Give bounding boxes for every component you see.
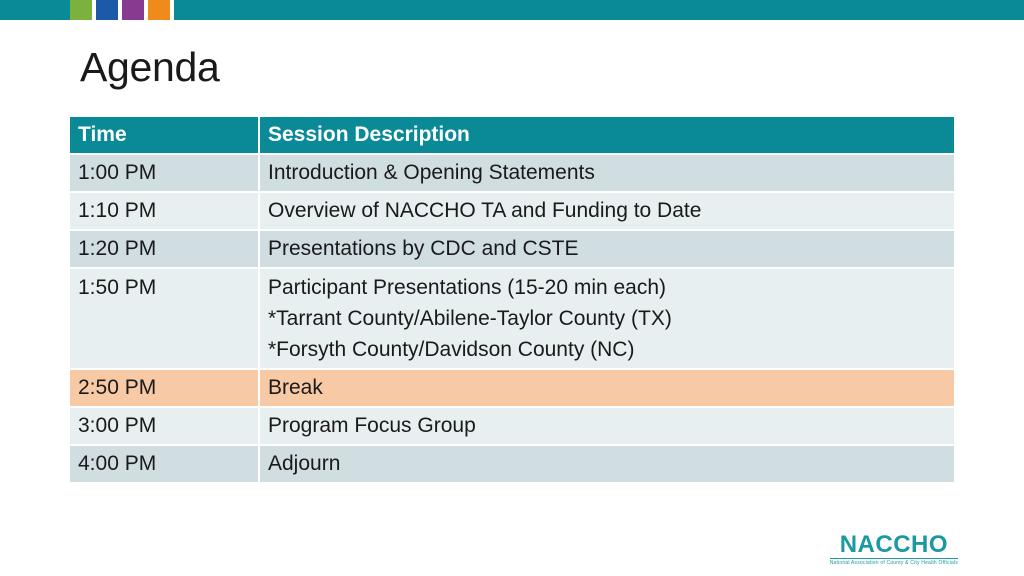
swatch-green [70,0,92,20]
row-time: 1:10 PM [70,192,259,230]
row-description [259,192,954,230]
description-line: *Tarrant County/Abilene-Taylor County (TX) [268,307,672,330]
description-line: Overview of NACCHO TA and Funding to Date [268,199,702,222]
swatch-purple [122,0,144,20]
agenda-table [70,117,954,484]
logo-wordmark: NACCHO [839,531,949,558]
row-description [259,445,954,483]
description-line: Participant Presentations (15-20 min each) [268,276,667,299]
description-line: Presentations by CDC and CSTE [268,237,579,260]
description-line: Adjourn [268,452,341,475]
color-swatches [70,0,174,20]
table-row [70,268,954,369]
logo-tagline: National Association of County & City Health Officials [829,560,958,566]
header-time: Time [70,117,259,154]
table-row [70,445,954,483]
row-time: 3:00 PM [70,407,259,445]
swatch-orange [148,0,170,20]
naccho-logo [830,532,958,566]
page-title: Agenda [80,44,220,90]
row-description [259,154,954,192]
description-line: Introduction & Opening Statements [268,161,595,184]
description-line: Break [268,376,323,399]
table-header-row [70,117,954,154]
table-row [70,230,954,268]
table-row [70,154,954,192]
table-row [70,369,954,407]
row-time: 1:50 PM [70,268,259,369]
table-body [70,154,954,483]
table-row [70,192,954,230]
row-time: 2:50 PM [70,369,259,407]
description-line: *Forsyth County/Davidson County (NC) [268,338,635,361]
row-description [259,268,954,369]
row-time: 4:00 PM [70,445,259,483]
row-time: 1:20 PM [70,230,259,268]
swatch-blue [96,0,118,20]
row-description [259,369,954,407]
row-description [259,230,954,268]
description-line: Program Focus Group [268,414,476,437]
row-time: 1:00 PM [70,154,259,192]
row-description [259,407,954,445]
header-description: Session Description [259,117,954,154]
table-row [70,407,954,445]
